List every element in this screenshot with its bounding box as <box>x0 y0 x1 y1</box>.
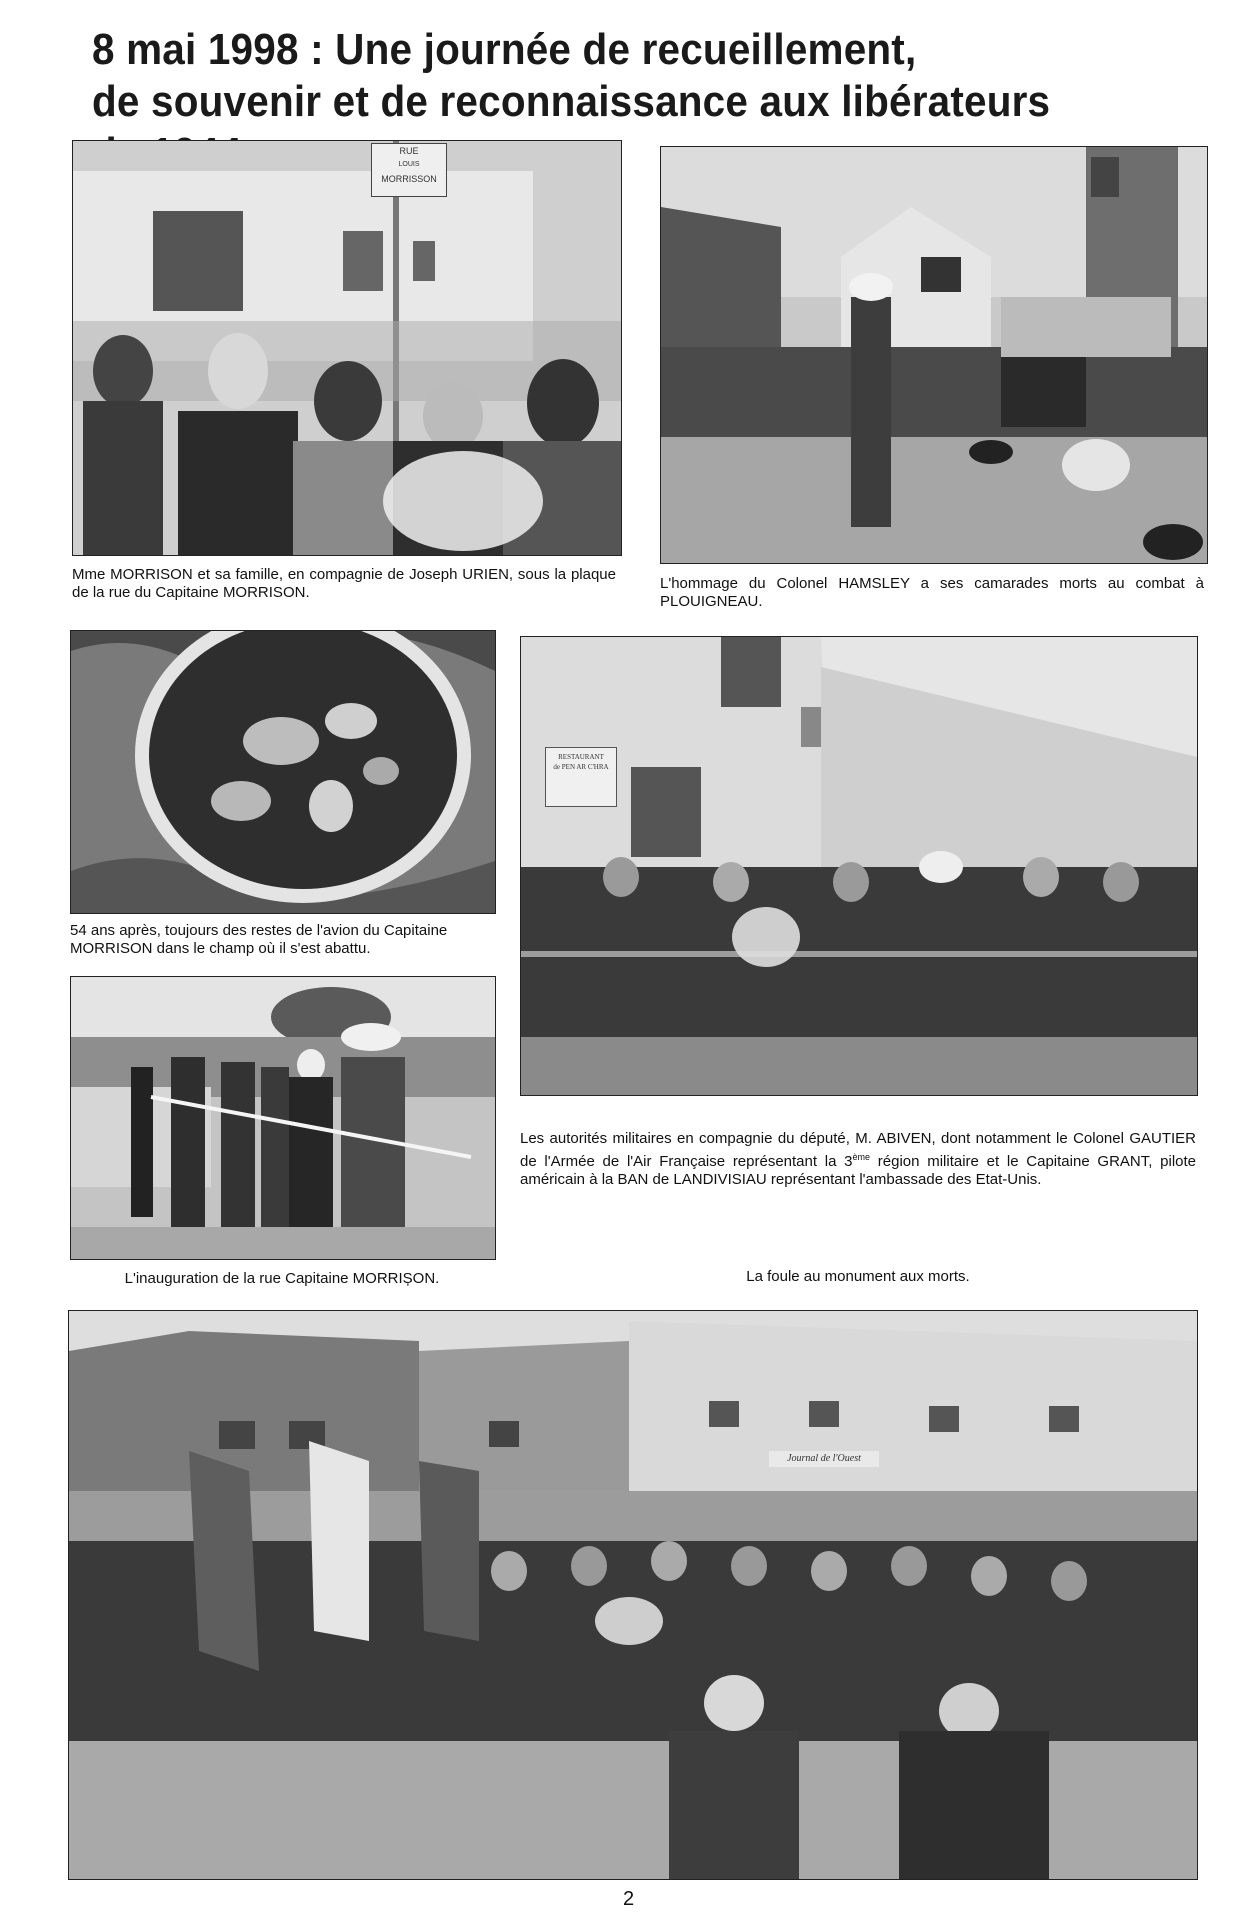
photo-family-street-sign <box>72 140 622 556</box>
street-sign <box>371 143 447 197</box>
photo-crowd-war-memorial <box>68 1310 1198 1880</box>
title-line-1: 8 mai 1998 : Une journée de recueillement, <box>92 25 917 74</box>
restaurant-sign-line-1: RESTAURANT <box>558 753 604 761</box>
shop-sign: Journal de l'Ouest <box>769 1451 879 1467</box>
caption-authorities <box>520 1130 1196 1189</box>
street-sign-line-3: MORRISSON <box>381 174 437 184</box>
photo-aircraft-wreckage <box>70 630 496 914</box>
photo-military-authorities <box>520 636 1198 1096</box>
caption-authorities-part-2: région militaire et le Capitaine GRANT, pilote américain à la BAN de LANDIVISIAU représentant l'ambassade des Etat-Unis. <box>520 1153 1196 1188</box>
caption-wreckage: 54 ans après, toujours des restes de l'avion du Capitaine MORRISON dans le champ où il s'est abattu. <box>70 922 448 957</box>
title-line-2: de souvenir et de reconnaissance aux libérateurs <box>92 77 1051 126</box>
restaurant-sign <box>545 747 617 807</box>
caption-authorities-part-1: Les autorités militaires en compagnie du député, M. ABIVEN, dont notamment le Colonel GAUTIER de l'Armée de l'Air Française représentant la 3 <box>520 1130 1196 1170</box>
page-number: 2 <box>622 1888 635 1910</box>
street-sign-line-1: RUE <box>399 146 419 156</box>
photo-hamsley-tribute <box>660 146 1208 564</box>
caption-inauguration: L'inauguration de la rue Capitaine MORRIȘON. <box>124 1270 440 1287</box>
restaurant-sign-line-2: de PEN AR C'HRA <box>553 763 609 771</box>
caption-hamsley: L'hommage du Colonel HAMSLEY a ses camarades morts au combat à PLOUIGNEAU. <box>660 575 1204 610</box>
caption-authorities-sup: ème <box>852 1152 871 1162</box>
caption-crowd: La foule au monument aux morts. <box>746 1268 970 1285</box>
street-sign-line-2: LOUIS <box>398 161 420 168</box>
photo-ribbon-cutting <box>70 976 496 1260</box>
caption-family: Mme MORRISON et sa famille, en compagnie de Joseph URIEN, sous la plaque de la rue du Capitaine MORRISON. <box>72 566 616 601</box>
